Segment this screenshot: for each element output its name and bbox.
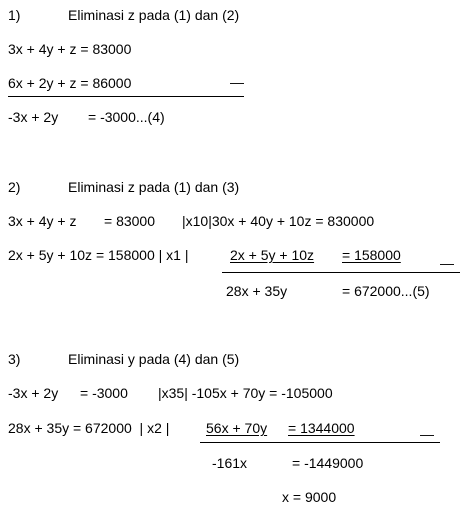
section3-row2-right-expression: 56x + 70y bbox=[206, 420, 268, 436]
section1-subtraction-line bbox=[8, 96, 244, 97]
section1-number: 1) bbox=[8, 7, 21, 23]
section3-result-right: = -1449000 bbox=[292, 455, 364, 471]
section1-equation-2: 6x + 2y + z = 86000 bbox=[8, 75, 132, 91]
section2-row2-right-value: = 158000 bbox=[342, 247, 401, 263]
section3-final-answer: x = 9000 bbox=[282, 489, 337, 505]
section2-result-right: = 672000...(5) bbox=[342, 283, 430, 299]
section3-minus-sign: — bbox=[420, 426, 434, 442]
section3-title: Eliminasi y pada (4) dan (5) bbox=[68, 351, 240, 367]
section1-title: Eliminasi z pada (1) dan (2) bbox=[68, 7, 240, 23]
section2-title: Eliminasi z pada (1) dan (3) bbox=[68, 179, 240, 195]
section1-minus-sign: — bbox=[230, 74, 244, 90]
section3-result-left: -161x bbox=[212, 455, 248, 471]
section2-row2-left: 2x + 5y + 10z = 158000 | x1 | bbox=[8, 247, 189, 263]
section3-row2-right-value: = 1344000 bbox=[288, 420, 355, 436]
section2-row2-right-expression: 2x + 5y + 10z bbox=[230, 247, 315, 263]
section3-row1-equals: = -3000 bbox=[80, 385, 128, 401]
section1-result-left: -3x + 2y bbox=[8, 109, 59, 125]
section2-row1-left: 3x + 4y + z bbox=[8, 213, 77, 229]
section3-row2-left: 28x + 35y = 672000 | x2 | bbox=[8, 420, 170, 436]
section2-result-left: 28x + 35y bbox=[226, 283, 288, 299]
section2-row1-equals: = 83000 bbox=[104, 213, 155, 229]
section2-number: 2) bbox=[8, 179, 21, 195]
section2-row1-multiplied: |x10|30x + 40y + 10z = 830000 bbox=[182, 213, 375, 229]
section1-result-right: = -3000...(4) bbox=[88, 109, 165, 125]
section2-minus-sign: — bbox=[440, 255, 454, 271]
section3-subtraction-line bbox=[200, 442, 440, 443]
section3-row1-left: -3x + 2y bbox=[8, 385, 59, 401]
section1-equation-1: 3x + 4y + z = 83000 bbox=[8, 41, 132, 57]
section3-row1-multiplied: |x35| -105x + 70y = -105000 bbox=[158, 385, 333, 401]
section2-subtraction-line bbox=[222, 272, 460, 273]
section3-number: 3) bbox=[8, 351, 21, 367]
